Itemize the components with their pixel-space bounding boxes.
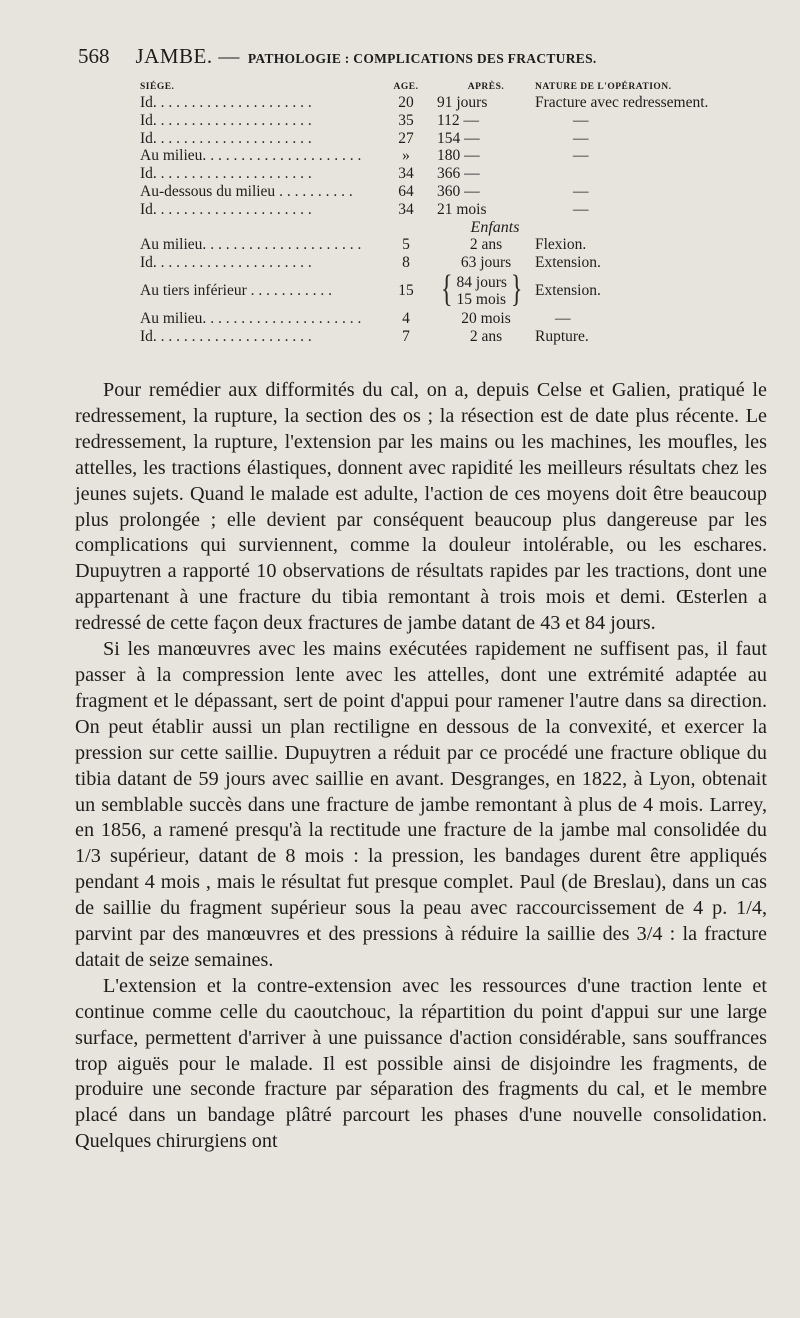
age-cell: 7 [402,327,410,345]
siege-cell: Au tiers inférieur [140,282,247,300]
siege-cell: Id. [140,94,157,111]
apres-cell: 154 — [437,129,480,147]
age-cell: 35 [398,111,414,129]
apres-cell: 2 ans [469,327,503,345]
siege-cell: Id. [140,254,157,272]
table-header-row [140,80,740,94]
body-text [75,378,767,1155]
age-cell: 4 [402,309,410,327]
age-cell: 20 [398,94,414,111]
apres-value: 15 mois [456,290,507,308]
siege-cell: Id. [140,111,157,129]
nature-cell [535,165,740,183]
leader-dots: . . . . . . . . . . . . . . . . . . . . [156,94,312,111]
table-row [140,236,740,254]
siege-cell: Id. [140,200,157,218]
paragraph: Pour remédier aux difformités du cal, on a, depuis Celse et Galien, pratiqué le redressement, la rupture, la section des os ; la résection est de date plus récente. Le redressement, la rupture, l'extension par les mains ou les machines, les moufles, les attelles, les tractions élastiques, donnent avec rapidité les meilleurs résultats chez les jeunes sujets. Quand le malade est adulte, l'action de ces moyens doit être beaucoup plus prolongée ; elle devient par conséquent beaucoup plus dangereuse par les complications qui surviennent, comme la douleur intolérable, ou les eschares. Dupuytren a rapporté 10 observations de résultats rapides par les tractions, dont une appartenant à une fracture du tibia remontant à trois mois et demi. Œsterlen a redressé de cette façon deux fractures de jambe datant de 43 et 84 jours. [75,379,767,635]
siege-cell: Au milieu. [140,309,207,327]
age-cell: 34 [398,200,414,218]
left-brace: { [441,269,453,311]
col-header-age: AGE. [393,82,419,92]
leader-dots: . . . . . . . . . . . . . . . . . . . . [156,129,312,147]
paragraph: Si les manœuvres avec les mains exécutées rapidement ne suffisent pas, il faut passer à la compression lente avec les attelles, dont une extrémité adaptée au fragment et le dépassant, sert de point d'appui pour ramener l'autre dans sa direction. On peut établir aussi un plan rectiligne en dessous de la convexité, et exercer la pression sur cette saillie. Dupuytren a réduit par ce procédé une fracture oblique du tibia datant de 59 jours avec saillie en avant. Desgranges, en 1822, à Lyon, obtenait un semblable succès dans une fracture de jambe remontant à plus de 4 mois. Larrey, en 1856, a ramené presqu'à la rectitude une fracture de la jambe mal consolidée du 1/3 supérieur, datant de 8 mois : la pression, les bandages durent être appliqués pendant 4 mois , mais le résultat fut presque complet. Paul (de Breslau), dans un cas de saillie du fragment supérieur sous la peau avec raccourcissement de 4 p. 1/4, parvint par des manœuvres et des pressions à réduire la saillie des 3/4 : la fracture datait de seize semaines. [75,638,767,971]
leader-dots: . . . . . . . . . . . . . . . . . . . . [156,111,312,129]
nature-cell: — [573,129,589,147]
age-cell: 5 [402,236,410,254]
page-number: 568 [78,44,110,68]
nature-cell: — [573,200,589,218]
leader-dots: . . . . . . . . . . . . . . . . . . . . [156,200,312,218]
col-header-siege: SIÉGE. [140,82,175,92]
table-row [140,112,740,130]
siege-cell: Au milieu. [140,236,207,254]
table-row-braced [140,272,740,310]
header-title: JAMBE. — [135,44,240,68]
table-row [140,130,740,148]
age-cell: 15 [398,282,414,300]
age-cell: 27 [398,129,414,147]
leader-dots: . . . . . . . . . . . . . . . . . . . . [156,327,312,345]
nature-cell: Rupture. [535,327,589,345]
table-row [140,310,740,328]
apres-cell: 360 — [437,182,480,200]
leader-dots: . . . . . . . . . . . . . . . . . . . . [206,236,362,254]
apres-value: 84 jours [456,273,507,291]
table-row [140,165,740,183]
nature-cell: Fracture avec redressement. [535,94,709,111]
apres-cell: 112 — [437,111,480,129]
table-row [140,201,740,219]
table-row [140,147,740,165]
table-row [140,254,740,272]
apres-cell: 63 jours [460,254,512,272]
leader-dots: . . . . . . . . . . [275,182,353,200]
age-cell: 8 [402,254,410,272]
leader-dots: . . . . . . . . . . . . . . . . . . . . [206,147,362,165]
cases-table [140,80,740,346]
leader-dots: . . . . . . . . . . . [246,282,332,300]
age-cell: 34 [398,165,414,183]
siege-cell: Id. [140,165,157,183]
leader-dots: . . . . . . . . . . . . . . . . . . . . [156,165,312,183]
leader-dots: . . . . . . . . . . . . . . . . . . . . [206,309,362,327]
siege-cell: Au-dessous du milieu [140,182,276,200]
header-subtitle: PATHOLOGIE : COMPLICATIONS DES FRACTURES. [247,51,597,66]
nature-cell: — [573,147,589,165]
apres-cell: 366 — [437,165,480,183]
apres-cell: 180 — [437,147,480,165]
table-row [140,183,740,201]
siege-cell: Id. [140,129,157,147]
apres-stack [457,274,507,308]
nature-cell: — [555,309,571,327]
nature-cell: Extension. [535,254,601,272]
col-header-nature: NATURE DE L'OPÉRATION. [535,82,672,92]
nature-cell: — [573,111,589,129]
siege-cell: Au milieu. [140,147,207,165]
nature-cell: — [573,182,589,200]
paragraph: L'extension et la contre-extension avec les ressources d'une traction lente et continue comme celle du caoutchouc, la répartition du point d'appui sur une large surface, permettent d'arriver à une puissance d'action considérable, sans souffrances trop aiguës pour le malade. Il est possible ainsi de disjoindre les fragments, de produire une seconde fracture par séparation des fragments du cal, et le membre placé dans un bandage plâtré parcourt les phases d'une nouvelle consolidation. Quelques chirurgiens ont [75,974,767,1153]
table-group-row [140,219,740,237]
col-header-apres: APRÈS. [467,82,505,92]
leader-dots: . . . . . . . . . . . . . . . . . . . . [156,254,312,272]
table-row [140,94,740,112]
apres-cell: 91 jours [437,94,488,111]
running-header [78,44,758,74]
apres-cell: 20 mois [461,309,511,327]
right-brace: } [510,269,523,311]
table-row [140,328,740,346]
nature-cell: Extension. [535,282,601,300]
group-label: Enfants [470,218,520,236]
age-cell: » [402,147,410,165]
age-cell: 64 [398,182,414,200]
nature-cell: Flexion. [535,236,587,254]
apres-cell: 21 mois [437,200,487,218]
apres-cell: 2 ans [469,236,503,254]
siege-cell: Id. [140,327,157,345]
